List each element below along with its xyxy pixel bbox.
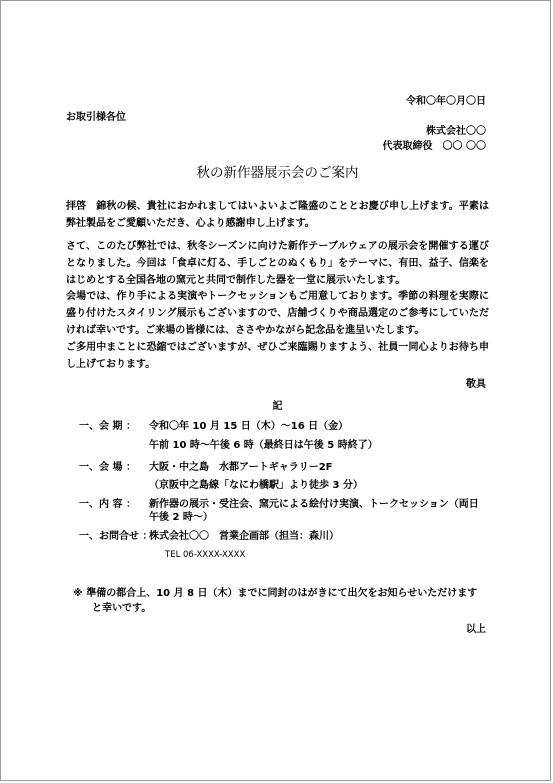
greeting-paragraph: 拝啓 錦秋の候、貴社におかれましてはいよいよご隆盛のこととお慶び申し上げます。平素は弊社製品をご愛顧いただき、心より感謝申し上げます。 [66, 201, 489, 229]
value-venue: 大阪・中之島 水都アートギャラリー2F [149, 462, 333, 473]
recipient: お取引様各位 [66, 112, 126, 123]
value-date: 令和〇年 10 月 15 日（木）～16 日（金） [149, 421, 349, 432]
label-venue: 一、会 場 ： [79, 462, 136, 473]
date: 令和〇年〇月〇日 [406, 96, 486, 107]
body-paragraph-request: ご多用中まことに恐縮ではございますが、ぜひご来臨賜りますよう、社員一同心よりお待ち申し上げております。 [66, 342, 489, 370]
body-paragraph-details: 会場では、作り手による実演やトークセッションもご用意しております。季節の料理を実際に盛り付けたスタイリング展示もございますので、店舗づくりや商品選定のご参考にしていただければ幸いです。ご来場の皆様には、ささやかながら記念品を進呈いたします。 [66, 291, 489, 336]
body-paragraph-announcement: さて、このたび弊社では、秋冬シーズンに向けた新作テーブルウェアの展示会を開催する運びとなりました。今回は「食卓に灯る、手しごとのぬくもり」をテーマに、有田、益子、信楽をはじめとする全国各地の窯元と共同で制作した器を一堂に展示いたします。 [66, 241, 489, 286]
sender-company: 株式会社〇〇 [426, 126, 486, 137]
value-content-line1: 新作器の展示・受注会、窯元による絵付け実演、トークセッション（両日 [149, 499, 479, 510]
closing-keigu: 敬具 [466, 379, 486, 390]
label-contact: 一、お問合せ ： [79, 531, 153, 542]
value-hours: 午前 10 時～午後 6 時（最終日は午後 5 時終了） [149, 440, 378, 451]
label-content: 一、内 容 ： [79, 499, 136, 510]
label-date: 一、会 期 ： [79, 421, 136, 432]
note-line1: ※ 準備の都合上、10 月 8 日（木）までに同封のはがきにて出欠をお知らせいただけます [73, 588, 478, 599]
closing-ijo: 以上 [466, 624, 486, 635]
note-line2: と幸いです。 [92, 603, 152, 614]
sender-representative: 代表取締役 〇〇 〇〇 [382, 141, 486, 152]
value-access: （京阪中之島線「なにわ橋駅」より徒歩 3 分） [149, 480, 363, 491]
ki-heading: 記 [272, 401, 283, 412]
value-phone: TEL 06-XXXX-XXXX [165, 550, 246, 560]
value-contact: 株式会社〇〇 営業企画部（担当：森川） [149, 531, 339, 542]
document-title: 秋の新作器展示会のご案内 [196, 165, 359, 181]
value-content-line2: 午後 2 時～） [149, 512, 213, 523]
